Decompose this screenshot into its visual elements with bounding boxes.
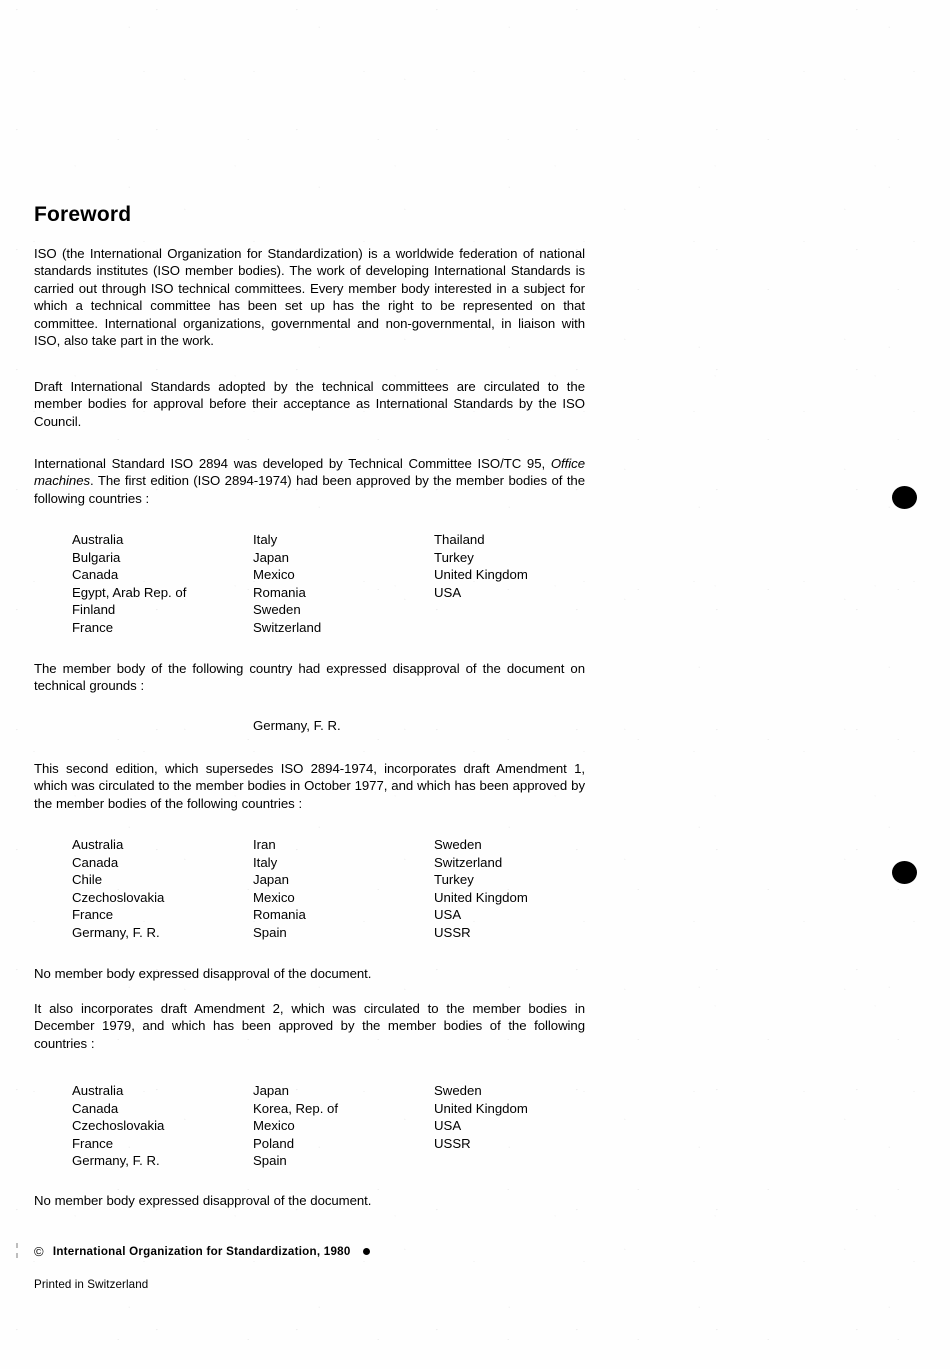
paragraph-intro: ISO (the International Organization for Standardization) is a worldwide federation of national standards institutes (ISO member bodies). The work of developing International Standards is carried out through ISO technical committees. Every member body interested in a subject for which a technical committee has been set up has the right to be represented on that committee. International organizations, governmental and non-governmental, in liaison with ISO, also take part in the work.: [34, 246, 585, 349]
country-item: Canada: [72, 567, 119, 583]
country-item: Egypt, Arab Rep. of: [72, 584, 187, 600]
country-item: USA: [434, 1118, 462, 1134]
paragraph-amendment-2-wrap: [34, 1000, 585, 1052]
country-column-2: [253, 531, 321, 637]
paragraph-no-disapproval-2-wrap: [34, 1192, 585, 1209]
bullet-dot-icon: [363, 1248, 370, 1255]
paragraph-second-edition-wrap: [34, 760, 585, 812]
paragraph-no-disapproval-2: No member body expressed disapproval of the document.: [34, 1193, 372, 1208]
country-item: Australia: [72, 837, 124, 852]
paragraph-draft-standards: Draft International Standards adopted by the technical committees are circulated to the member bodies for approval before their acceptance as International Standards by the ISO Council.: [34, 379, 585, 429]
country-item: Finland: [72, 602, 116, 618]
country-item: Switzerland: [434, 854, 503, 870]
paragraph-standard-intro-wrap: [34, 455, 585, 507]
paragraph-no-disapproval-1: No member body expressed disapproval of the document.: [34, 966, 372, 981]
country-item: USSR: [434, 1135, 471, 1151]
country-item: Spain: [253, 924, 287, 940]
country-item: United Kingdom: [434, 567, 528, 583]
paragraph-disapproval-intro: The member body of the following country had expressed disapproval of the document on technical grounds :: [34, 661, 585, 694]
country-item: Italy: [253, 854, 278, 870]
country-item: Switzerland: [253, 619, 322, 635]
paragraph-draft-standards-wrap: [34, 378, 585, 430]
country-list-amendment-2: [72, 1082, 592, 1174]
disapproving-country: Germany, F. R.: [253, 718, 341, 733]
paragraph-second-edition: This second edition, which supersedes ISO 2894-1974, incorporates draft Amendment 1, which was circulated to the member bodies in October 1977, and which has been approved by the member bodies of the following countries :: [34, 761, 585, 811]
country-item: Spain: [253, 1153, 287, 1169]
country-item: Mexico: [253, 1118, 295, 1134]
country-item: Turkey: [434, 872, 474, 888]
country-item: Italy: [253, 532, 278, 547]
country-item: Canada: [72, 854, 119, 870]
country-item: Chile: [72, 872, 103, 888]
country-item: Sweden: [434, 1083, 482, 1098]
country-item: Japan: [253, 872, 289, 888]
country-item: Thailand: [434, 532, 485, 547]
footer-printed-in: Printed in Switzerland: [34, 1278, 149, 1291]
country-item: Poland: [253, 1135, 295, 1151]
country-item: Sweden: [434, 837, 482, 852]
country-column-1: [72, 1082, 164, 1170]
country-item: Germany, F. R.: [72, 1153, 160, 1169]
copyright-text: International Organization for Standardization, 1980: [52, 1245, 351, 1258]
country-item: France: [72, 619, 114, 635]
country-item: France: [72, 907, 114, 923]
edge-tick-mark: [16, 1253, 18, 1258]
country-item: United Kingdom: [434, 1100, 528, 1116]
paragraph-standard-intro: [34, 455, 585, 507]
country-item: Bulgaria: [72, 549, 121, 565]
country-column-2: [253, 1082, 338, 1170]
country-item: Germany, F. R.: [72, 924, 160, 940]
country-item: Iran: [253, 837, 276, 852]
country-item: Romania: [253, 584, 306, 600]
country-column-1: [72, 836, 164, 942]
country-item: Japan: [253, 549, 289, 565]
paragraph-intro-wrap: [34, 245, 585, 349]
standard-intro-part-b: . The first edition (ISO 2894-1974) had been approved by the member bodies of the following countries :: [34, 473, 585, 506]
country-item: Czechoslovakia: [72, 889, 165, 905]
country-item: USA: [434, 584, 462, 600]
country-column-3: [434, 1082, 528, 1152]
punch-mark-dot-bottom: [892, 861, 917, 884]
country-item: Mexico: [253, 567, 295, 583]
country-item: Turkey: [434, 549, 474, 565]
paragraph-disapproval-intro-wrap: [34, 660, 585, 695]
standard-intro-part-a: International Standard ISO 2894 was developed by Technical Committee ISO/TC 95,: [34, 456, 551, 471]
standard-title-italic: Office machines: [34, 456, 585, 489]
page-title: Foreword: [34, 203, 132, 226]
country-list-amendment-1: [72, 836, 592, 946]
country-item: Korea, Rep. of: [253, 1100, 339, 1116]
country-item: Mexico: [253, 889, 295, 905]
country-item: United Kingdom: [434, 889, 528, 905]
country-item: France: [72, 1135, 114, 1151]
copyright-icon: ©: [34, 1244, 44, 1259]
footer-copyright: [34, 1244, 370, 1259]
paragraph-no-disapproval-1-wrap: [34, 965, 585, 982]
country-column-3: [434, 836, 528, 942]
paragraph-amendment-2: It also incorporates draft Amendment 2, which was circulated to the member bodies in December 1979, and which has been approved by the member bodies of the following countries :: [34, 1001, 585, 1051]
country-item: Czechoslovakia: [72, 1118, 165, 1134]
country-column-1: [72, 531, 186, 637]
country-column-2: [253, 836, 306, 942]
country-list-first-edition: [72, 531, 592, 641]
country-item: USA: [434, 907, 462, 923]
country-item: Sweden: [253, 602, 301, 618]
country-item: Australia: [72, 532, 124, 547]
country-item: USSR: [434, 924, 471, 940]
country-column-3: [434, 531, 528, 601]
country-item: Canada: [72, 1100, 119, 1116]
edge-tick-mark: [16, 1243, 18, 1248]
country-item: Australia: [72, 1083, 124, 1098]
punch-mark-dot-top: [892, 486, 917, 509]
country-item: Romania: [253, 907, 306, 923]
country-item: Japan: [253, 1083, 289, 1098]
